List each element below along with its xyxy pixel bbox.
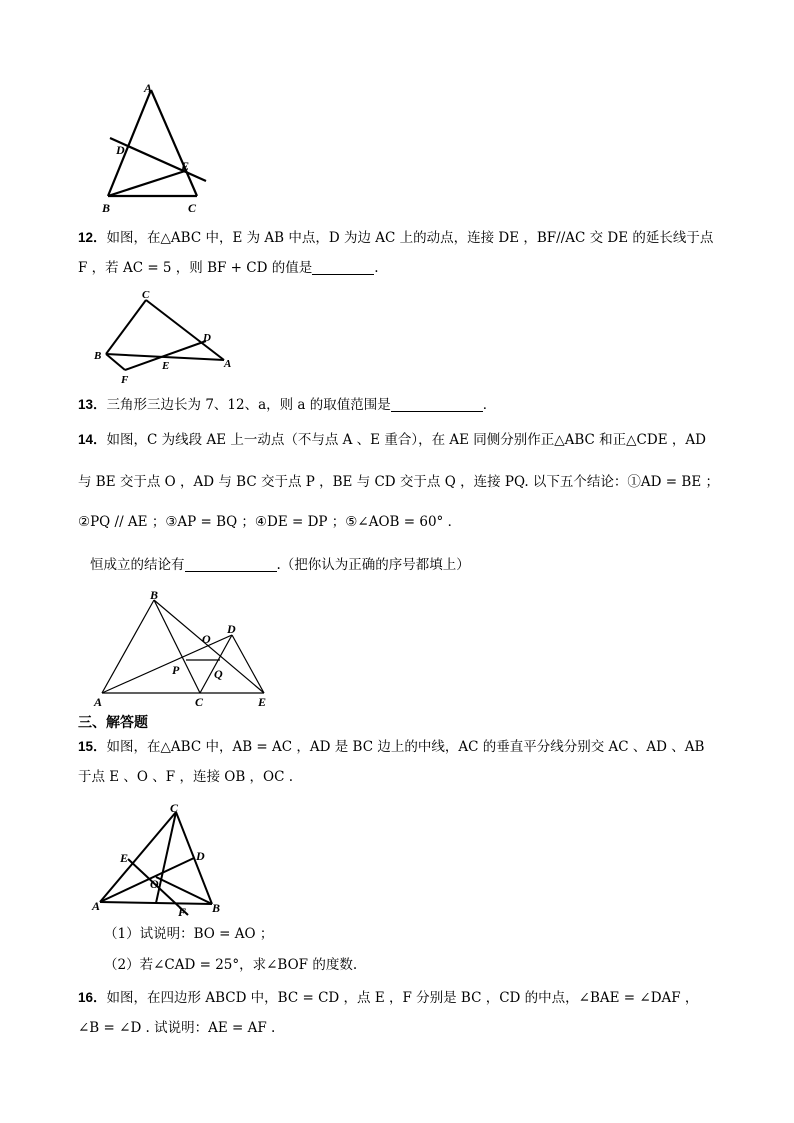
fig4-label-o: O <box>150 877 159 891</box>
q16-text-line2: ∠B = ∠D . 试说明：AE = AF . <box>78 1020 276 1036</box>
q14-answer-blank[interactable] <box>185 557 277 572</box>
q14-line4 <box>90 556 754 574</box>
q14-line1 <box>78 431 754 449</box>
q14-hint: .（把你认为正确的序号都填上） <box>276 557 470 573</box>
fig3-label-d: D <box>227 622 236 636</box>
q15-line1 <box>78 738 754 756</box>
fig2-label-c: C <box>142 289 150 301</box>
q14-number: 14． <box>78 432 107 447</box>
q12-line2 <box>78 259 754 277</box>
q15-text-line1: 如图，在△ABC 中，AB = AC ，AD 是 BC 边上的中线，AC 的垂直平分线分别交 AC 、AD 、AB <box>106 739 705 755</box>
q13-line <box>78 396 754 414</box>
fig4-label-f: F <box>178 905 187 919</box>
fig1-label-c: C <box>188 201 197 215</box>
figure-q14-triangles <box>90 586 280 712</box>
q15-sub2: （2）若∠CAD = 25°，求∠BOF 的度数. <box>104 957 358 973</box>
q14-text-line1: 如图，C 为线段 AE 上一动点（不与点 A 、E 重合），在 AE 同侧分别作正△ABC 和正△CDE ，AD <box>106 432 706 448</box>
fig3-label-o: O <box>202 632 211 646</box>
fig1-label-d: D <box>116 143 125 157</box>
q14-line3 <box>78 513 754 531</box>
fig4-label-a: A <box>92 899 101 913</box>
fig3-label-p: P <box>172 663 180 677</box>
fig4-label-d: D <box>196 849 205 863</box>
q13-answer-blank[interactable] <box>391 397 483 412</box>
fig2-label-d: D <box>203 332 211 344</box>
q13-period: ． <box>482 397 497 413</box>
fig2-label-b: B <box>94 350 102 362</box>
q14-text-line3: ②PQ // AE ；③AP = BQ ；④DE = DP ；⑤∠AOB = 60° ． <box>78 514 462 530</box>
fig2-label-a: A <box>224 358 232 370</box>
figure-q12-triangle <box>88 284 238 388</box>
q12-text-line1: 如图，在△ABC 中，E 为 AB 中点，D 为边 AC 上的动点，连接 DE ，BF//AC 交 DE 的延长线于点 <box>106 230 714 246</box>
fig2-label-f: F <box>121 374 129 386</box>
fig4-label-c: C <box>170 801 179 815</box>
section-title: 三、解答题 <box>78 714 148 730</box>
q16-text-line1: 如图，在四边形 ABCD 中，BC = CD ，点 E ，F 分别是 BC ，CD 的中点，∠BAE = ∠DAF ， <box>106 990 699 1006</box>
fig1-label-b: B <box>102 201 111 215</box>
q12-answer-blank[interactable] <box>312 260 374 275</box>
q12-line1 <box>78 229 754 247</box>
q12-text-line2: F ，若 AC = 5 ，则 BF + CD 的值是 <box>78 260 313 276</box>
q14-text-line4: 恒成立的结论有 <box>90 557 185 573</box>
figure-q15-triangle <box>88 798 228 922</box>
fig4-label-b: B <box>212 901 221 915</box>
q16-line2 <box>78 1019 754 1037</box>
q15-sub1: （1）试说明：BO = AO ； <box>104 926 274 942</box>
q15-number: 15． <box>78 739 107 754</box>
q16-number: 16． <box>78 990 107 1005</box>
fig2-label-e: E <box>162 360 170 372</box>
q13-text: 三角形三边长为 7、12、a，则 a 的取值范围是 <box>106 397 391 413</box>
fig1-label-a: A <box>144 81 153 95</box>
fig3-label-e: E <box>258 695 267 709</box>
fig4-label-e: E <box>120 851 129 865</box>
q15-text-line2: 于点 E 、O 、F ，连接 OB ，OC . <box>78 769 294 785</box>
figure-q11-triangle <box>96 78 226 218</box>
q12-number: 12． <box>78 230 107 245</box>
fig3-label-c: C <box>195 695 204 709</box>
q13-number: 13． <box>78 397 107 412</box>
fig3-label-b: B <box>150 588 159 602</box>
fig1-label-e: E <box>181 159 190 173</box>
fig3-label-a: A <box>94 695 103 709</box>
q16-line1 <box>78 989 754 1007</box>
q12-period: . <box>374 260 379 276</box>
fig3-label-q: Q <box>214 667 223 681</box>
q15-line2 <box>78 768 754 786</box>
q14-line2 <box>78 473 754 491</box>
q14-text-line2: 与 BE 交于点 O ，AD 与 BC 交于点 P ，BE 与 CD 交于点 Q ，连接 PQ. 以下五个结论：①AD = BE ； <box>78 474 719 490</box>
